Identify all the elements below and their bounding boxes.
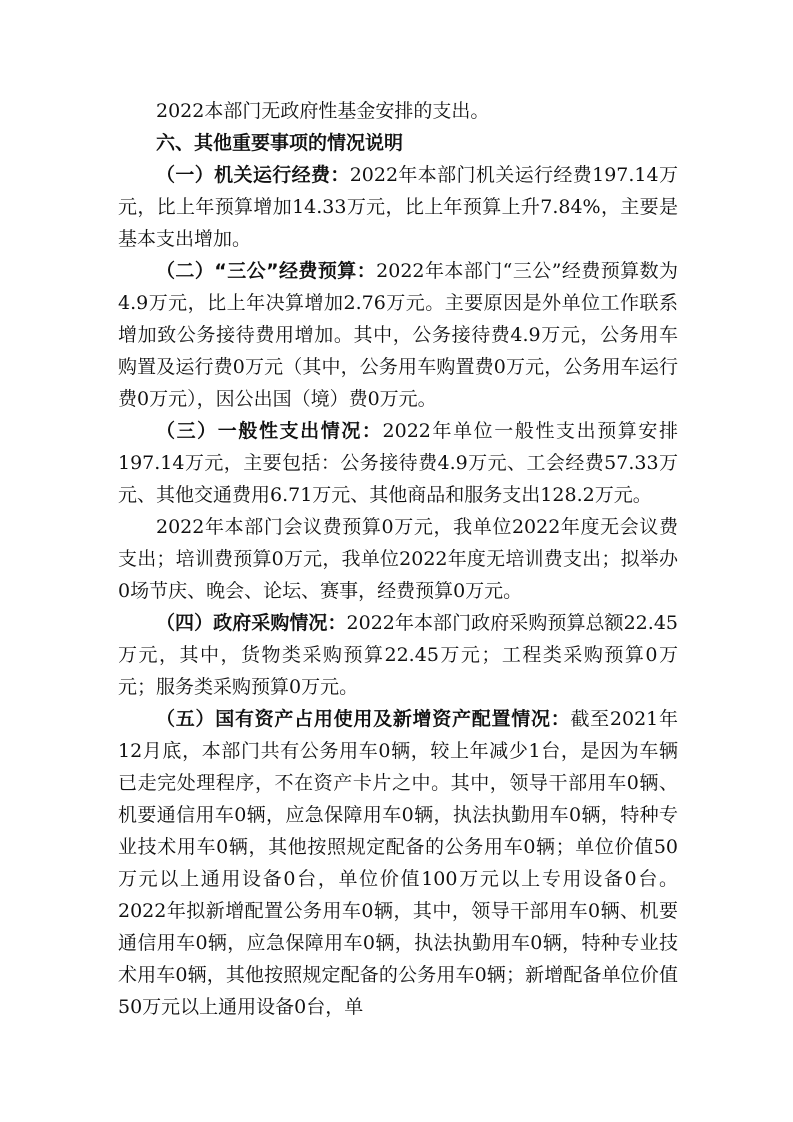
paragraph-procurement	[118, 607, 678, 703]
paragraph-text: 2022本部门无政府性基金安排的支出。	[156, 100, 490, 122]
paragraph-text: 2022年本部门政府采购预算总额22.45万元，其中，货物类采购预算22.45万元；工程类采购预算0万元；服务类采购预算0万元。	[118, 612, 678, 698]
document-page	[118, 95, 678, 1023]
paragraph-lead: （五）国有资产占用使用及新增资产配置情况：	[156, 708, 571, 730]
paragraph-meeting-training	[118, 511, 678, 607]
paragraph-text: 2022年本部门“三公”经费预算数为4.9万元，比上年决算增加2.76万元。主要原因是外单位工作联系增加致公务接待费用增加。其中，公务接待费4.9万元，公务用车购置及运行费0万元（其中，公务用车购置费0万元，公务用车运行费0万元），因公出国（境）费0万元。	[118, 260, 679, 410]
section-heading: 六、其他重要事项的情况说明	[156, 132, 404, 154]
paragraph-text: 2022年本部门机关运行经费197.14万元，比上年预算增加14.33万元，比上年预算上升7.84%，主要是基本支出增加。	[118, 164, 678, 250]
paragraph-three-public-expenses	[118, 255, 678, 415]
paragraph-lead: （二）“三公”经费预算：	[156, 260, 377, 282]
paragraph-text: 2022年单位一般性支出预算安排197.14万元，主要包括：公务接待费4.9万元、工会经费57.33万元、其他交通费用6.71万元、其他商品和服务支出128.2万元。	[118, 420, 678, 506]
paragraph-fund-expenditure	[118, 95, 678, 127]
paragraph-operating-expenses	[118, 159, 678, 255]
paragraph-text: 截至2021年12月底，本部门共有公务用车0辆，较上年减少1台，是因为车辆已走完处理程序，不在资产卡片之中。其中，领导干部用车0辆、机要通信用车0辆，应急保障用车0辆，执法执勤用车0辆，特种专业技术用车0辆，其他按照规定配备的公务用车0辆；单位价值50万元以上通用设备0台，单位价值100万元以上专用设备0台。2022年拟新增配置公务用车0辆，其中，领导干部用车0辆、机要通信用车0辆，应急保障用车0辆，执法执勤用车0辆，特种专业技术用车0辆，其他按照规定配备的公务用车0辆；新增配备单位价值50万元以上通用设备0台，单	[118, 708, 678, 1018]
paragraph-general-expenditure	[118, 415, 678, 511]
paragraph-lead: （四）政府采购情况：	[156, 612, 347, 634]
paragraph-text: 2022年本部门会议费预算0万元，我单位2022年度无会议费支出；培训费预算0万元，我单位2022年度无培训费支出；拟举办0场节庆、晚会、论坛、赛事，经费预算0万元。	[118, 516, 678, 602]
paragraph-lead: （一）机关运行经费：	[156, 164, 350, 186]
paragraph-state-assets	[118, 703, 678, 1023]
paragraph-lead: （三）一般性支出情况：	[156, 420, 383, 442]
